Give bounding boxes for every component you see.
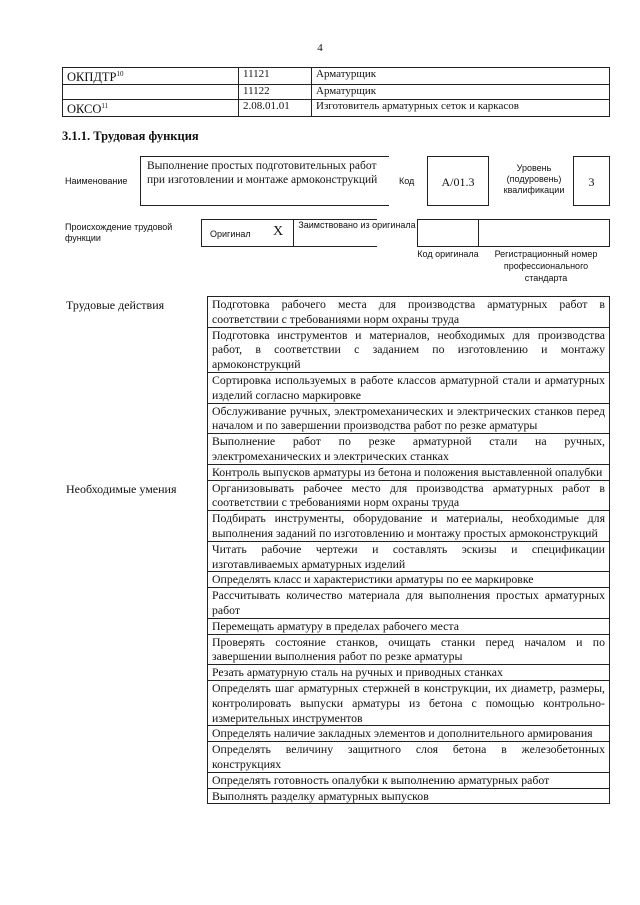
classifier-label: ОКПДТР$^{10}$: [63, 68, 239, 85]
function-code: A/01.3: [427, 156, 489, 206]
list-item: Резать арматурную сталь на ручных и приводных станках: [207, 664, 610, 680]
list-item: Проверять состояние станков, очищать станки перед началом и по завершении выполнения работ по резке арматуры: [207, 634, 610, 665]
list-item: Выполнение работ по резке арматурной стали на ручных, электромеханических и электрических станках: [207, 433, 610, 464]
name-label: Наименование: [65, 176, 128, 186]
table-row: [63, 68, 610, 85]
original-code-box: [417, 219, 479, 247]
list-item: Организовывать рабочее место для производства арматурных работ в соответствии с требованиями норм охраны труда: [207, 480, 610, 511]
list-item: Выполнять разделку арматурных выпусков: [207, 788, 610, 805]
list-item: Подготовка рабочего места для производства арматурных работ в соответствии с требованиями норм охраны труда: [207, 296, 610, 327]
list-item: Определять величину защитного слоя бетона в железобетонных конструкциях: [207, 741, 610, 772]
list-item: Обслуживание ручных, электромеханических и электрических станков перед началом и по завершении производства работ по резке арматуры: [207, 403, 610, 434]
original-label: Оригинал: [210, 229, 251, 239]
qualification-level: 3: [573, 156, 610, 206]
list-item: Определять наличие закладных элементов и дополнительного армирования: [207, 725, 610, 741]
list-item: Контроль выпусков арматуры из бетона и положения выставленной опалубки: [207, 464, 610, 480]
classifier-table: [62, 67, 610, 117]
classifier-label: ОКСО$^{11}$: [63, 100, 239, 117]
labor-actions-group: [62, 296, 610, 480]
page-number: 4: [317, 42, 323, 54]
list-item: Подготовка инструментов и материалов, необходимых для производства работ, в соответствии с заданием по изготовлению и монтажу армоконструкций: [207, 327, 610, 372]
original-mark: X: [273, 224, 284, 239]
reg-caption: Регистрационный номер профессионального стандарта: [494, 249, 598, 283]
function-name: Выполнение простых подготовительных работ при изготовлении и монтаже армоконструкций: [140, 156, 389, 206]
function-table: [62, 296, 610, 804]
classifier-name: Изготовитель арматурных сеток и каркасов: [312, 100, 610, 117]
list-item: Определять шаг арматурных стержней в конструкции, их диаметр, размеры, контролировать выпуски арматуры из бетона с помощью контрольно-измерительных инструментов: [207, 680, 610, 725]
level-label: Уровень (подуровень) квалификации: [503, 163, 565, 195]
origin-label: Происхождение трудовой функции: [65, 222, 173, 243]
classifier-label: [63, 85, 239, 100]
list-item: Читать рабочие чертежи и составлять эскизы и спецификации изготавливаемых арматурных изделий: [207, 541, 610, 572]
classifier-code: 11122: [239, 85, 312, 100]
skills-group: [62, 480, 610, 805]
divider: [293, 219, 294, 247]
borrowed-label: Заимствовано из оригинала: [298, 220, 416, 230]
list-item: Перемещать арматуру в пределах рабочего места: [207, 618, 610, 634]
list-item: Подбирать инструменты, оборудование и материалы, необходимые для выполнения заданий по изготовлению и монтажу простых армоконструкций: [207, 510, 610, 541]
classifier-code: 11121: [239, 68, 312, 85]
list-item: Сортировка используемых в работе классов арматурной стали и арматурных изделий согласно маркировке: [207, 372, 610, 403]
classifier-code: 2.08.01.01: [239, 100, 312, 117]
list-item: Определять класс и характеристики арматуры по ее маркировке: [207, 571, 610, 587]
list-item: Рассчитывать количество материала для выполнения простых арматурных работ: [207, 587, 610, 618]
reg-number-box: [479, 219, 610, 247]
table-row: [63, 85, 610, 100]
classifier-name: Арматурщик: [312, 85, 610, 100]
code-label: Код: [399, 176, 415, 186]
section-title: 3.1.1. Трудовая функция: [62, 129, 199, 143]
skills-title: Необходимые умения: [66, 481, 177, 496]
list-item: Определять готовность опалубки к выполнению арматурных работ: [207, 772, 610, 788]
classifier-name: Арматурщик: [312, 68, 610, 85]
code-caption: Код оригинала: [417, 249, 479, 259]
table-row: [63, 100, 610, 117]
labor-actions-title: Трудовые действия: [66, 298, 165, 312]
